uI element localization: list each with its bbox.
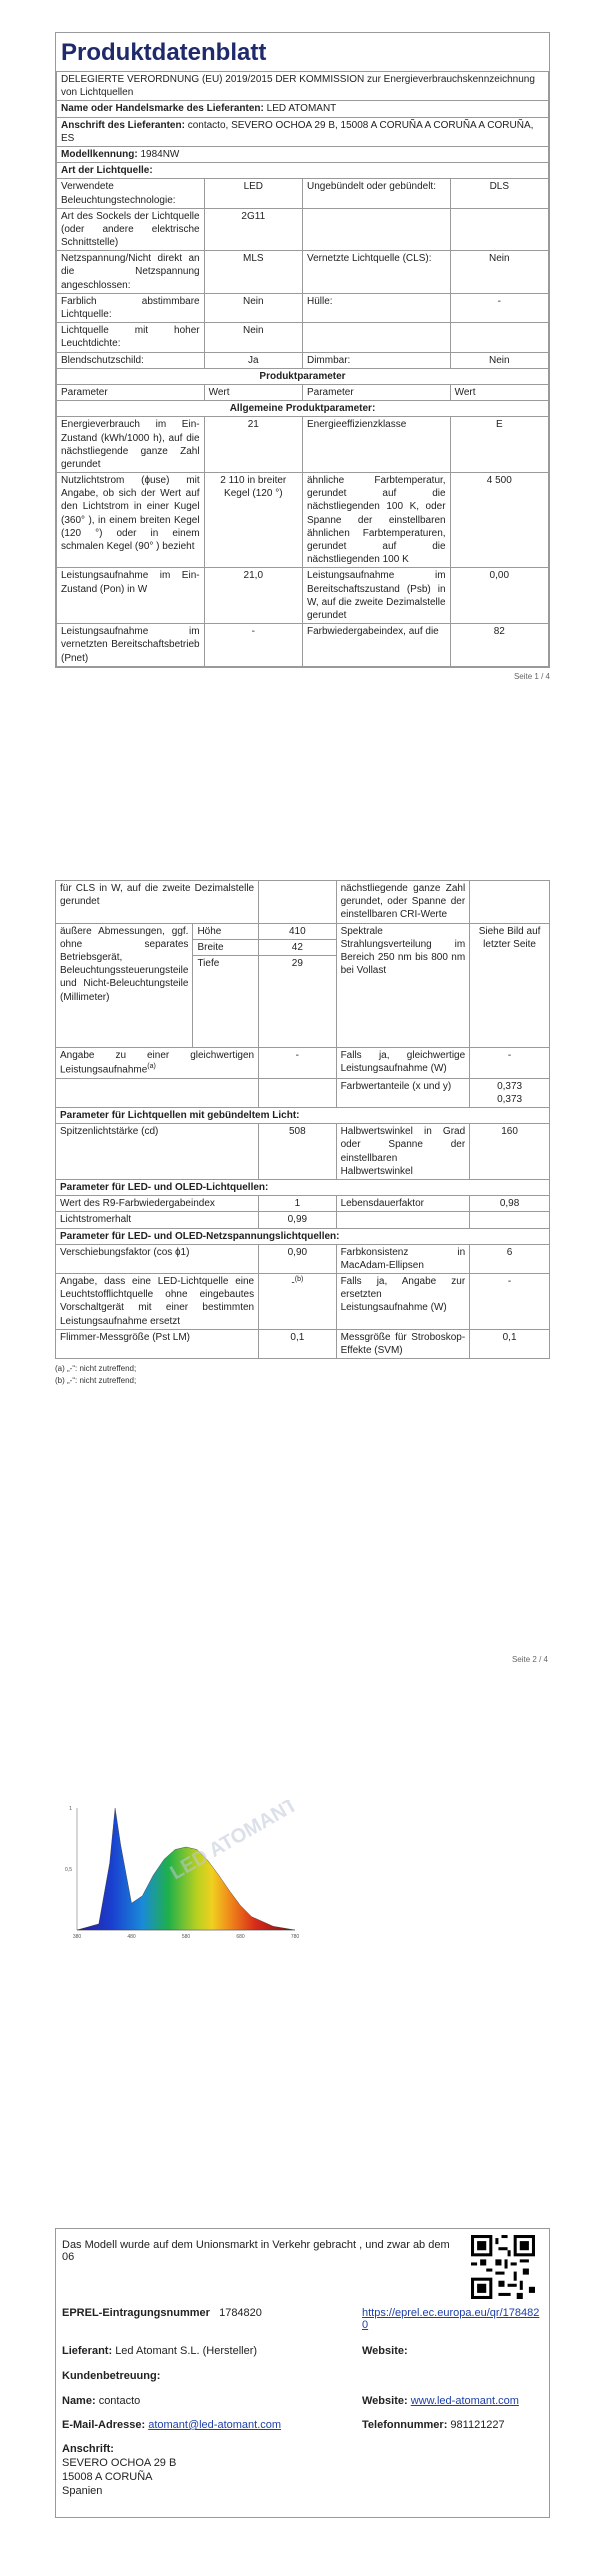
supplier-address: contacto, SEVERO OCHOA 29 B, 15008 A CORUÑA A CORUÑA A CORUÑA, ES — [61, 119, 534, 144]
column-header-param: Parameter — [302, 384, 450, 400]
website-link[interactable]: www.led-atomant.com — [410, 2395, 519, 2407]
market-text: Das Modell wurde auf dem Unionsmarkt in Verkehr gebracht , und zwar ab dem 06 — [62, 2239, 450, 2263]
param-label: Farblich abstimmbare Lichtquelle: — [57, 293, 205, 322]
dimensions-label: äußere Abmessungen, ggf. ohne separates Betriebsgerät, Beleuchtungssteuerungsteile und Nicht-Beleuchtungsteile (Millimeter) — [56, 923, 193, 1047]
mls-params-header: Parameter für LED- und OLED-Netzspannungslichtquellen: — [56, 1228, 550, 1244]
equiv-label: Angabe zu einer gleichwertigen Leistungsaufnahme — [60, 1049, 255, 1076]
table-row — [57, 179, 549, 208]
param-value: Siehe Bild auf letzter Seite — [470, 923, 550, 1047]
param-value: - — [204, 624, 302, 667]
page-number: Seite 2 / 4 — [511, 1655, 548, 1664]
table-row — [57, 352, 549, 368]
param-label: Flimmer-Messgröße (Pst LM) — [56, 1329, 259, 1358]
datasheet-table-continued — [55, 880, 550, 1359]
param-label: Halbwertswinkel in Grad oder Spanne der einstellbaren Halbwertswinkel — [336, 1124, 470, 1180]
website-row — [362, 2395, 519, 2407]
param-label: Verwendete Beleuchtungstechnologie: — [57, 179, 205, 208]
param-value: 1 — [259, 1196, 336, 1212]
param-value: 4 500 — [450, 473, 548, 568]
regulation-text: DELEGIERTE VERORDNUNG (EU) 2019/2015 DER KOMMISSION zur Energieverbrauchskennzeichnung von Lichtquellen — [57, 72, 549, 101]
table-row — [57, 208, 549, 251]
y-tick-label: 0,5 — [65, 1867, 72, 1873]
light-source-type-header: Art der Lichtquelle: — [57, 163, 549, 179]
column-header-value: Wert — [204, 384, 302, 400]
address-line-2: 15008 A CORUÑA — [62, 2471, 153, 2483]
empty-cell — [259, 1078, 336, 1107]
table-row — [57, 624, 549, 667]
param-value: - — [259, 1047, 336, 1078]
param-value: 508 — [259, 1124, 336, 1180]
param-label: Verschiebungsfaktor (cos ɸ1) — [56, 1244, 259, 1273]
registration-box — [55, 2228, 550, 2518]
watermark: LED ATOMANT — [166, 1800, 302, 1885]
eprel-row — [62, 2307, 262, 2319]
table-row — [56, 1124, 550, 1180]
footnote-b: (b) „-“: nicht zutreffend; — [55, 1376, 137, 1386]
website2-label: Website: — [362, 2395, 408, 2407]
dimension-value: 410 — [259, 923, 336, 939]
footnote-a: (a) „-“: nicht zutreffend; — [55, 1364, 137, 1374]
param-label: Leistungsaufnahme im vernetzten Bereitschaftsbetrieb (Pnet) — [57, 624, 205, 667]
param-value: 6 — [470, 1244, 550, 1273]
param-label: Leistungsaufnahme im Bereitschaftszustand (Psb) in W, auf die zweite Dezimalstelle gerundet — [302, 568, 450, 624]
y-tick-label: 1 — [69, 1806, 72, 1812]
phone-label: Telefonnummer: — [362, 2419, 448, 2431]
param-label: Blendschutzschild: — [57, 352, 205, 368]
address-line-1: SEVERO OCHOA 29 B — [62, 2457, 177, 2469]
table-row — [57, 251, 549, 294]
lieferant-label: Lieferant: — [62, 2345, 113, 2357]
param-label: Angabe, dass eine LED-Lichtquelle eine Leuchtstofflichtquelle ohne eingebautes Vorschaltgerät mit einer bestimmten Leistungsaufnahme ersetzt — [56, 1274, 259, 1330]
model-value: 1984NW — [140, 148, 180, 160]
param-value: -$^{(b)}$ — [259, 1274, 336, 1330]
param-label: Farbkonsistenz in MacAdam-Ellipsen — [336, 1244, 470, 1273]
dimension-value: 29 — [259, 955, 336, 1047]
datasheet-box — [55, 32, 550, 668]
param-value: 0,1 — [259, 1329, 336, 1358]
param-label: Angabe zu einer gleichwertigen Leistungsaufnahme$^{(a)}$ — [56, 1047, 259, 1078]
page-title: Produktdatenblatt — [61, 39, 267, 66]
param-value: E — [450, 417, 548, 473]
x-tick-label: 780 — [290, 1934, 300, 1940]
address-line-3: Spanien — [62, 2485, 103, 2497]
phone-row — [362, 2419, 505, 2431]
empty-cell — [56, 1078, 259, 1107]
dimension-value: 42 — [259, 939, 336, 955]
param-value: 21,0 — [204, 568, 302, 624]
led-params-header: Parameter für LED- und OLED-Lichtquellen: — [56, 1179, 550, 1195]
table-row — [57, 293, 549, 322]
param-value: 160 — [470, 1124, 550, 1180]
email-link[interactable]: atomant@led-atomant.com — [148, 2419, 282, 2431]
supplier-address-label: Anschrift des Lieferanten: — [61, 119, 185, 131]
empty-cell — [336, 1212, 470, 1228]
param-value: - — [470, 1047, 550, 1078]
dimension-key: Breite — [193, 939, 259, 955]
table-row — [56, 1078, 550, 1107]
page-number: Seite 1 / 4 — [513, 671, 550, 681]
param-value: Nein — [450, 352, 548, 368]
lieferant-row — [62, 2345, 257, 2357]
param-label: ähnliche Farbtemperatur, gerundet auf die nächstliegenden 100 K, oder Spanne der einstellbaren ähnlichen Farbtemperaturen, gerundet auf die nächstliegenden 100 K — [302, 473, 450, 568]
column-header-param: Parameter — [57, 384, 205, 400]
x-tick-label: 680 — [236, 1934, 245, 1940]
x-tick-label: 380 — [72, 1934, 82, 1940]
datasheet-page-1 — [55, 32, 550, 681]
param-value: Nein — [204, 323, 302, 352]
chroma-y: 0,373 — [497, 1093, 523, 1105]
spectrum-svg — [55, 1800, 305, 1950]
website-label: Website: — [362, 2345, 408, 2357]
param-value: 0,1 — [470, 1329, 550, 1358]
phone-value: 981121227 — [450, 2419, 505, 2431]
column-header-row — [57, 384, 549, 400]
table-row — [56, 923, 550, 939]
param-label: Wert des R9-Farbwiedergabeindex — [56, 1196, 259, 1212]
supplier-name-label: Name oder Handelsmarke des Lieferanten: — [61, 103, 264, 115]
model-label: Modellkennung: — [61, 148, 138, 160]
empty-cell — [302, 208, 450, 251]
table-row — [56, 1212, 550, 1228]
table-row — [57, 323, 549, 352]
dimension-key: Höhe — [193, 923, 259, 939]
param-label: Ungebündelt oder gebündelt: — [302, 179, 450, 208]
param-label: Farbwertanteile (x und y) — [336, 1078, 470, 1107]
param-value: 21 — [204, 417, 302, 473]
param-value: 2G11 — [204, 208, 302, 251]
table-row — [56, 1244, 550, 1273]
table-row — [56, 1047, 550, 1078]
name-value: contacto — [98, 2395, 141, 2407]
empty-cell — [470, 1212, 550, 1228]
param-label: Energieeffizienzklasse — [302, 417, 450, 473]
contact-name-row — [62, 2395, 140, 2407]
table-row — [57, 568, 549, 624]
param-label: für CLS in W, auf die zweite Dezimalstelle gerundet — [56, 881, 259, 924]
claim-value: - — [291, 1277, 295, 1289]
name-label: Name: — [62, 2395, 96, 2407]
column-header-value: Wert — [450, 384, 548, 400]
param-value: 0,90 — [259, 1244, 336, 1273]
param-label: Vernetzte Lichtquelle (CLS): — [302, 251, 450, 294]
param-label: Nutzlichtstrom (ɸuse) mit Angabe, ob sich der Wert auf den Lichtstrom in einer Kugel (360° ), in einem breiten Kegel (120 °) oder in einem schmalen Kegel (90° ) bezieht — [57, 473, 205, 568]
param-label: Farbwiedergabeindex, auf die — [302, 624, 450, 667]
param-label: Lebensdauerfaktor — [336, 1196, 470, 1212]
eprel-link[interactable]: https://eprel.ec.europa.eu/qr/1784820 — [362, 2307, 540, 2331]
lieferant-value: Led Atomant S.L. (Hersteller) — [115, 2345, 258, 2357]
param-value: - — [470, 1274, 550, 1330]
param-label: Messgröße für Stroboskop-Effekte (SVM) — [336, 1329, 470, 1358]
table-row — [56, 1329, 550, 1358]
email-label: E-Mail-Adresse: — [62, 2419, 146, 2431]
table-row — [57, 417, 549, 473]
param-value: 2 110 in breiter Kegel (120 °) — [204, 473, 302, 568]
table-row — [57, 473, 549, 568]
param-label: Spektrale Strahlungsverteilung im Bereich 250 nm bis 800 nm bei Vollast — [336, 923, 470, 1047]
customer-service-label: Kundenbetreuung: — [62, 2370, 161, 2382]
datasheet-table — [56, 71, 549, 667]
param-label: Netzspannung/Nicht direkt an die Netzspannung angeschlossen: — [57, 251, 205, 294]
param-value — [470, 1078, 550, 1107]
param-value: 0,99 — [259, 1212, 336, 1228]
param-label: Energieverbrauch im Ein-Zustand (kWh/1000 h), auf die nächstliegende ganze Zahl gerundet — [57, 417, 205, 473]
param-label: Art des Sockels der Lichtquelle (oder andere elektrische Schnittstelle) — [57, 208, 205, 251]
param-value: Nein — [450, 251, 548, 294]
param-label: Falls ja, gleichwertige Leistungsaufnahme (W) — [336, 1047, 470, 1078]
empty-cell — [259, 881, 336, 924]
param-value: LED — [204, 179, 302, 208]
empty-cell — [450, 208, 548, 251]
param-value: DLS — [450, 179, 548, 208]
supplier-name-row — [57, 101, 549, 117]
table-row — [56, 881, 550, 924]
param-label: nächstliegende ganze Zahl gerundet, oder Spanne der einstellbaren CRI-Werte — [336, 881, 470, 924]
spectrum-chart — [55, 1800, 305, 1950]
param-value: 82 — [450, 624, 548, 667]
param-label: Spitzenlichtstärke (cd) — [56, 1124, 259, 1180]
param-value: 0,98 — [470, 1196, 550, 1212]
param-value: Nein — [204, 293, 302, 322]
eprel-number: 1784820 — [219, 2307, 262, 2319]
table-row — [56, 1196, 550, 1212]
product-params-header: Produktparameter — [57, 368, 549, 384]
qr-code[interactable] — [471, 2235, 535, 2299]
param-value: Ja — [204, 352, 302, 368]
x-tick-label: 580 — [181, 1934, 191, 1940]
param-label: Dimmbar: — [302, 352, 450, 368]
dimension-key: Tiefe — [193, 955, 259, 1047]
param-label: Hülle: — [302, 293, 450, 322]
param-value: 0,00 — [450, 568, 548, 624]
param-label: Lichtstromerhalt — [56, 1212, 259, 1228]
empty-cell — [450, 323, 548, 352]
param-value: - — [450, 293, 548, 322]
model-row — [57, 146, 549, 162]
address-label: Anschrift: — [62, 2443, 114, 2455]
general-params-header: Allgemeine Produktparameter: — [57, 401, 549, 417]
supplier-name: LED ATOMANT — [266, 103, 337, 115]
param-label: Leistungsaufnahme im Ein-Zustand (Pon) in W — [57, 568, 205, 624]
dls-params-header: Parameter für Lichtquellen mit gebündeltem Licht: — [56, 1108, 550, 1124]
footnotes — [55, 1363, 550, 1387]
param-value: MLS — [204, 251, 302, 294]
datasheet-page-2 — [55, 880, 550, 1387]
empty-cell — [302, 323, 450, 352]
eprel-label: EPREL-Eintragungsnummer — [62, 2307, 210, 2319]
supplier-address-row — [57, 117, 549, 146]
chroma-x: 0,373 — [497, 1080, 523, 1092]
x-tick-label: 480 — [127, 1934, 136, 1940]
table-row — [56, 1274, 550, 1330]
email-row — [62, 2419, 281, 2431]
param-label: Falls ja, Angabe zur ersetzten Leistungsaufnahme (W) — [336, 1274, 470, 1330]
param-label: Lichtquelle mit hoher Leuchtdichte: — [57, 323, 205, 352]
empty-cell — [470, 881, 550, 924]
